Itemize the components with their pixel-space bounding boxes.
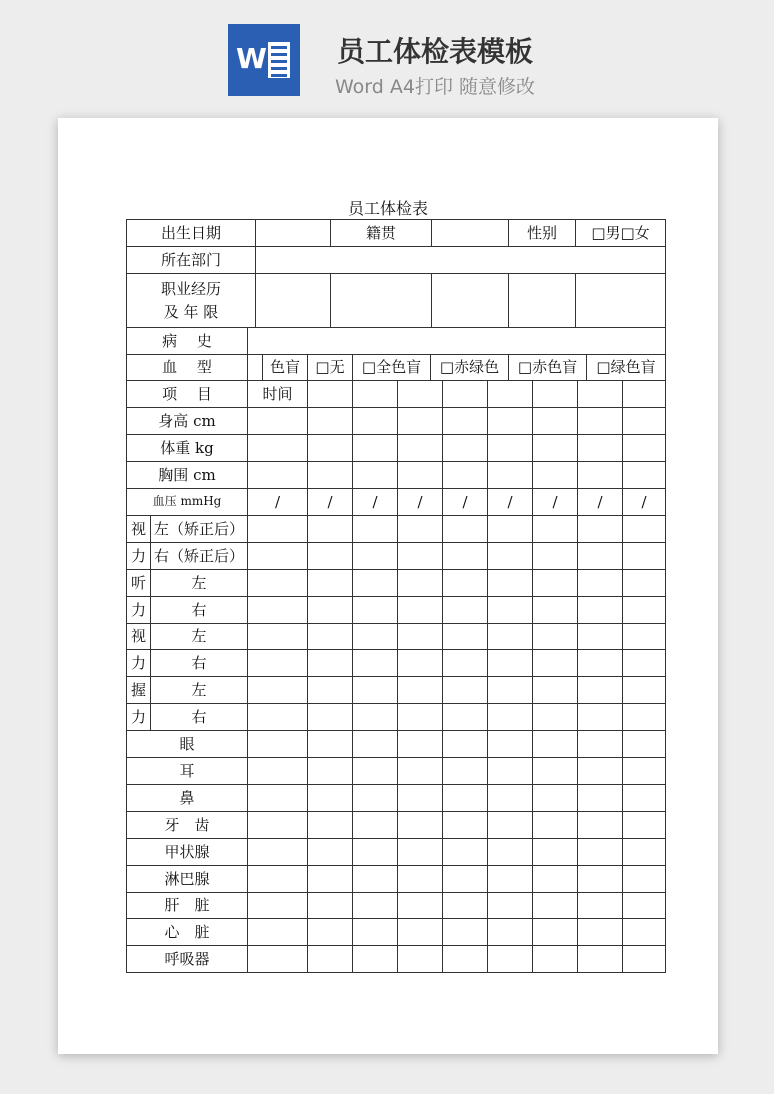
vision-corrected-group-label-top: 视: [126, 515, 151, 543]
exam-cell: [622, 461, 666, 489]
eye-label: 眼: [126, 730, 248, 758]
exam-cell: [532, 676, 578, 704]
exam-cell: [352, 784, 398, 812]
exam-cell: [622, 703, 666, 731]
native-place-value: [431, 219, 509, 247]
exam-cell: [352, 461, 398, 489]
blood-pressure-cell: /: [352, 488, 398, 516]
exam-cell: [397, 757, 443, 785]
exam-cell: [577, 649, 623, 677]
time-label: 时间: [247, 380, 308, 408]
exam-cell: [622, 838, 666, 866]
exam-cell: [442, 892, 488, 919]
time-cell: [307, 380, 353, 408]
exam-cell: [442, 649, 488, 677]
exam-cell: [352, 623, 398, 650]
exam-cell: [397, 596, 443, 624]
time-cell: [397, 380, 443, 408]
exam-cell: [487, 623, 533, 650]
medical-history-value: [247, 327, 666, 355]
exam-cell: [487, 945, 533, 973]
color-blind-option: □无: [307, 354, 353, 381]
exam-cell: [487, 542, 533, 570]
document-page: [58, 118, 718, 1054]
department-label: 所在部门: [126, 246, 256, 274]
exam-cell: [577, 461, 623, 489]
exam-cell: [577, 730, 623, 758]
ear-label: 耳: [126, 757, 248, 785]
exam-cell: [577, 515, 623, 543]
color-blind-option: □全色盲: [352, 354, 431, 381]
color-blind-option: □绿色盲: [586, 354, 666, 381]
exam-cell: [352, 649, 398, 677]
career-label-line1: 职业经历: [160, 280, 221, 298]
exam-cell: [442, 434, 488, 462]
exam-cell: [352, 515, 398, 543]
item-label: 项 目: [126, 380, 248, 408]
exam-cell: [247, 569, 308, 597]
exam-cell: [247, 838, 308, 866]
exam-cell: [352, 569, 398, 597]
exam-cell: [532, 811, 578, 839]
gender-options: □男□女: [575, 219, 666, 247]
exam-cell: [442, 757, 488, 785]
exam-cell: [397, 515, 443, 543]
exam-cell: [397, 838, 443, 866]
time-cell: [442, 380, 488, 408]
exam-cell: [442, 676, 488, 704]
exam-cell: [442, 865, 488, 893]
exam-cell: [307, 596, 353, 624]
exam-cell: [397, 542, 443, 570]
exam-cell: [487, 730, 533, 758]
exam-cell: [352, 945, 398, 973]
exam-cell: [487, 892, 533, 919]
exam-cell: [577, 434, 623, 462]
exam-cell: [352, 596, 398, 624]
exam-cell: [577, 757, 623, 785]
exam-cell: [307, 784, 353, 812]
exam-cell: [577, 945, 623, 973]
exam-cell: [532, 757, 578, 785]
exam-cell: [532, 703, 578, 731]
gender-label: 性别: [508, 219, 576, 247]
exam-cell: [352, 757, 398, 785]
exam-cell: [352, 676, 398, 704]
exam-cell: [532, 569, 578, 597]
exam-cell: [622, 649, 666, 677]
exam-cell: [352, 865, 398, 893]
exam-cell: [622, 542, 666, 570]
template-title: 员工体检表模板: [336, 35, 533, 68]
exam-cell: [487, 784, 533, 812]
time-cell: [532, 380, 578, 408]
exam-cell: [487, 918, 533, 946]
height-label: 身高 cm: [126, 407, 248, 435]
career-cell-3: [431, 273, 509, 328]
grip-left-label: 左: [150, 676, 248, 704]
exam-cell: [622, 892, 666, 919]
exam-cell: [397, 703, 443, 731]
nose-label: 鼻: [126, 784, 248, 812]
respiratory-label: 呼吸器: [126, 945, 248, 973]
exam-cell: [247, 515, 308, 543]
exam-cell: [577, 569, 623, 597]
exam-cell: [577, 892, 623, 919]
blood-pressure-cell: /: [622, 488, 666, 516]
exam-cell: [397, 784, 443, 812]
exam-cell: [622, 623, 666, 650]
exam-cell: [442, 515, 488, 543]
exam-cell: [397, 407, 443, 435]
exam-cell: [577, 918, 623, 946]
exam-cell: [622, 811, 666, 839]
blood-pressure-cell: /: [442, 488, 488, 516]
chest-label: 胸围 cm: [126, 461, 248, 489]
exam-cell: [487, 865, 533, 893]
exam-cell: [307, 838, 353, 866]
blood-pressure-cell: /: [307, 488, 353, 516]
thyroid-label: 甲状腺: [126, 838, 248, 866]
exam-cell: [532, 407, 578, 435]
exam-cell: [307, 676, 353, 704]
exam-cell: [532, 918, 578, 946]
blood-pressure-cell: /: [487, 488, 533, 516]
exam-cell: [247, 811, 308, 839]
exam-cell: [577, 784, 623, 812]
exam-cell: [397, 434, 443, 462]
exam-cell: [487, 649, 533, 677]
blood-pressure-label: 血压 mmHg: [126, 488, 248, 516]
career-cell-2: [330, 273, 432, 328]
exam-cell: [307, 434, 353, 462]
lymph-label: 淋巴腺: [126, 865, 248, 893]
birth-date-value: [255, 219, 331, 247]
exam-cell: [307, 515, 353, 543]
career-cell-4: [508, 273, 576, 328]
document-lines-icon: [268, 42, 290, 78]
hearing-left-label: 左: [150, 569, 248, 597]
exam-cell: [397, 945, 443, 973]
grip-right-label: 右: [150, 703, 248, 731]
exam-cell: [307, 918, 353, 946]
blood-type-value: [247, 354, 263, 381]
vision-group-label-bottom: 力: [126, 649, 151, 677]
vision-group-label-top: 视: [126, 623, 151, 650]
exam-cell: [247, 865, 308, 893]
blood-pressure-cell: /: [532, 488, 578, 516]
exam-cell: [352, 918, 398, 946]
exam-cell: [532, 945, 578, 973]
exam-cell: [622, 515, 666, 543]
exam-cell: [577, 811, 623, 839]
exam-cell: [622, 596, 666, 624]
vision-left-label: 左: [150, 623, 248, 650]
exam-cell: [622, 407, 666, 435]
color-blind-label: 色盲: [262, 354, 308, 381]
exam-cell: [307, 461, 353, 489]
color-blind-option: □赤绿色: [430, 354, 509, 381]
exam-cell: [532, 515, 578, 543]
heart-label: 心 脏: [126, 918, 248, 946]
liver-label: 肝 脏: [126, 892, 248, 919]
exam-cell: [487, 596, 533, 624]
exam-cell: [352, 542, 398, 570]
exam-cell: [247, 407, 308, 435]
exam-cell: [532, 784, 578, 812]
exam-cell: [247, 596, 308, 624]
exam-cell: [247, 434, 308, 462]
exam-cell: [532, 542, 578, 570]
exam-cell: [307, 407, 353, 435]
exam-cell: [532, 730, 578, 758]
exam-cell: [352, 434, 398, 462]
exam-cell: [352, 838, 398, 866]
grip-group-label-top: 握: [126, 676, 151, 704]
exam-cell: [442, 407, 488, 435]
exam-cell: [487, 676, 533, 704]
page-header: [0, 0, 774, 110]
exam-cell: [532, 838, 578, 866]
exam-cell: [352, 811, 398, 839]
exam-cell: [577, 676, 623, 704]
exam-cell: [247, 542, 308, 570]
color-blind-option: □赤色盲: [508, 354, 587, 381]
exam-cell: [577, 838, 623, 866]
time-cell: [487, 380, 533, 408]
exam-cell: [247, 757, 308, 785]
exam-cell: [307, 542, 353, 570]
vision-right-label: 右: [150, 649, 248, 677]
exam-cell: [532, 892, 578, 919]
teeth-label: 牙 齿: [126, 811, 248, 839]
exam-cell: [622, 757, 666, 785]
exam-cell: [307, 811, 353, 839]
career-cell-1: [255, 273, 331, 328]
exam-cell: [397, 811, 443, 839]
exam-cell: [397, 892, 443, 919]
time-cell: [622, 380, 666, 408]
exam-cell: [247, 676, 308, 704]
exam-cell: [307, 623, 353, 650]
exam-cell: [352, 730, 398, 758]
exam-cell: [487, 434, 533, 462]
hearing-group-label-top: 听: [126, 569, 151, 597]
exam-cell: [307, 892, 353, 919]
career-label: [126, 273, 256, 328]
exam-cell: [307, 945, 353, 973]
exam-cell: [622, 434, 666, 462]
exam-cell: [442, 784, 488, 812]
exam-cell: [532, 461, 578, 489]
exam-cell: [442, 811, 488, 839]
exam-cell: [622, 945, 666, 973]
weight-label: 体重 kg: [126, 434, 248, 462]
grip-group-label-bottom: 力: [126, 703, 151, 731]
exam-cell: [532, 623, 578, 650]
exam-cell: [442, 461, 488, 489]
exam-cell: [307, 649, 353, 677]
word-icon-letter: W: [236, 42, 267, 75]
exam-cell: [247, 730, 308, 758]
exam-cell: [397, 623, 443, 650]
exam-cell: [577, 623, 623, 650]
exam-cell: [622, 918, 666, 946]
vision-corrected-right-label: 右（矫正后）: [150, 542, 248, 570]
exam-cell: [577, 703, 623, 731]
exam-cell: [577, 407, 623, 435]
vision-corrected-group-label-bottom: 力: [126, 542, 151, 570]
exam-cell: [397, 918, 443, 946]
exam-cell: [487, 515, 533, 543]
exam-cell: [532, 865, 578, 893]
blood-pressure-cell: /: [577, 488, 623, 516]
exam-cell: [532, 434, 578, 462]
medical-history-label: 病 史: [126, 327, 248, 355]
exam-cell: [487, 757, 533, 785]
exam-cell: [442, 596, 488, 624]
exam-cell: [487, 407, 533, 435]
exam-cell: [397, 461, 443, 489]
exam-cell: [442, 623, 488, 650]
exam-cell: [532, 596, 578, 624]
exam-cell: [247, 918, 308, 946]
exam-cell: [247, 703, 308, 731]
hearing-right-label: 右: [150, 596, 248, 624]
word-icon: [228, 24, 300, 96]
exam-cell: [247, 649, 308, 677]
career-label-line2: 及 年 限: [163, 302, 219, 321]
template-subtitle: Word A4打印 随意修改: [334, 76, 535, 98]
exam-cell: [307, 569, 353, 597]
exam-cell: [577, 542, 623, 570]
exam-cell: [577, 865, 623, 893]
vision-corrected-left-label: 左（矫正后）: [150, 515, 248, 543]
exam-cell: [247, 945, 308, 973]
blood-type-label: 血 型: [126, 354, 248, 381]
exam-cell: [247, 461, 308, 489]
exam-cell: [247, 784, 308, 812]
exam-cell: [487, 811, 533, 839]
exam-cell: [442, 918, 488, 946]
exam-cell: [307, 703, 353, 731]
exam-cell: [442, 542, 488, 570]
time-cell: [577, 380, 623, 408]
exam-cell: [247, 892, 308, 919]
exam-cell: [622, 730, 666, 758]
exam-cell: [307, 757, 353, 785]
exam-cell: [442, 569, 488, 597]
blood-pressure-cell: /: [397, 488, 443, 516]
exam-cell: [622, 676, 666, 704]
department-value: [255, 246, 666, 274]
exam-cell: [442, 945, 488, 973]
exam-cell: [397, 730, 443, 758]
exam-cell: [487, 461, 533, 489]
exam-cell: [397, 676, 443, 704]
exam-cell: [397, 865, 443, 893]
native-place-label: 籍贯: [330, 219, 432, 247]
exam-cell: [442, 730, 488, 758]
career-cell-5: [575, 273, 666, 328]
exam-cell: [307, 865, 353, 893]
exam-cell: [487, 838, 533, 866]
hearing-group-label-bottom: 力: [126, 596, 151, 624]
time-cell: [352, 380, 398, 408]
exam-cell: [487, 703, 533, 731]
exam-cell: [247, 623, 308, 650]
exam-cell: [397, 649, 443, 677]
exam-cell: [622, 569, 666, 597]
exam-cell: [352, 892, 398, 919]
exam-cell: [622, 784, 666, 812]
exam-cell: [487, 569, 533, 597]
exam-cell: [352, 703, 398, 731]
physical-exam-form: [126, 219, 665, 971]
exam-cell: [577, 596, 623, 624]
exam-cell: [442, 838, 488, 866]
exam-cell: [352, 407, 398, 435]
birth-date-label: 出生日期: [126, 219, 256, 247]
document-title: 员工体检表: [347, 199, 428, 218]
blood-pressure-cell: /: [247, 488, 308, 516]
exam-cell: [532, 649, 578, 677]
exam-cell: [307, 730, 353, 758]
exam-cell: [397, 569, 443, 597]
exam-cell: [442, 703, 488, 731]
exam-cell: [622, 865, 666, 893]
